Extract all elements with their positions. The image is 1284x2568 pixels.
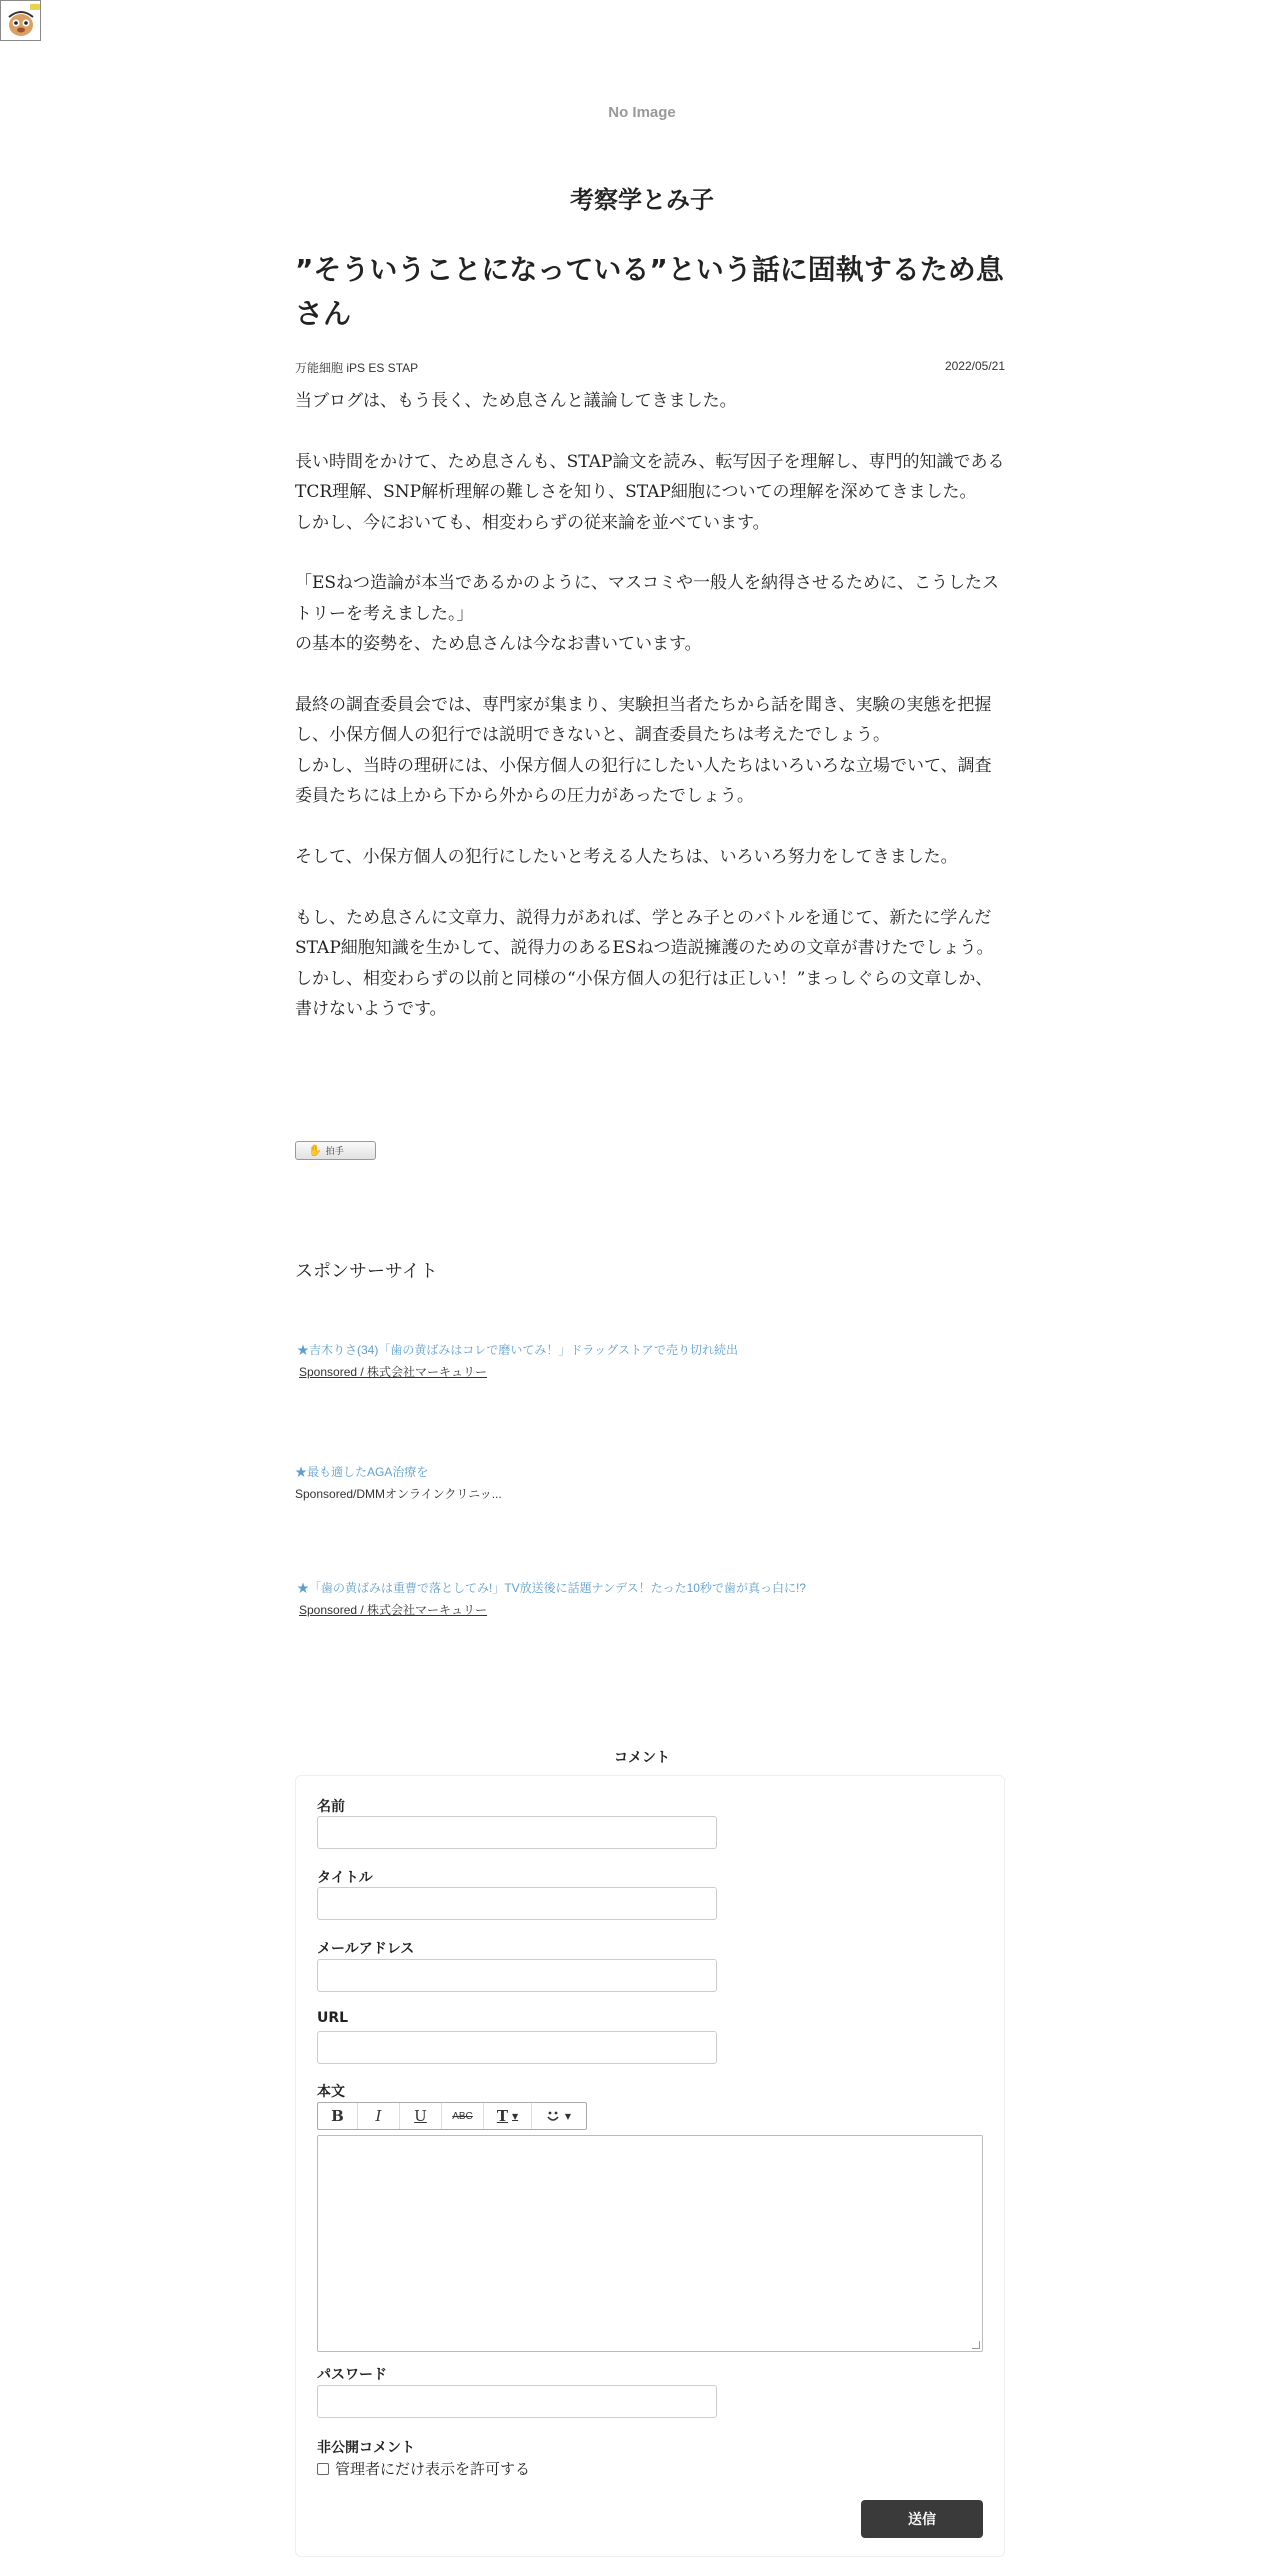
post-paragraph: しかし、当時の理研には、小保方個人の犯行にしたい人たちはいろいろな立場でいて、調査委員たちには上から下から外からの圧力があったでしょう。 <box>295 755 992 807</box>
header-no-image-text: No Image <box>608 104 676 121</box>
sponsor-ad-link[interactable]: ★最も適したAGA治療を <box>295 1465 429 1479</box>
underline-button[interactable]: U <box>400 2103 442 2129</box>
password-input[interactable] <box>317 2385 717 2418</box>
sponsor-ad-source: Sponsored/DMMオンラインクリニッ... <box>295 1487 502 1501</box>
post-paragraph: もし、ため息さんに文章力、説得力があれば、学とみ子とのバトルを通じて、新たに学んだSTAP細胞知識を生かして、説得力のあるESねつ造説擁護のための文章が書けたでしょう。 <box>295 907 994 959</box>
url-input[interactable] <box>317 2031 717 2064</box>
post-paragraph: の基本的姿勢を、ため息さんは今なお書いています。 <box>295 634 702 655</box>
chevron-down-icon: ▼ <box>512 2111 519 2121</box>
private-comment-checkbox-label[interactable]: 管理者にだけ表示を許可する <box>335 2460 531 2478</box>
url-label: URL <box>317 2010 349 2026</box>
sponsor-ad-link[interactable]: ★吉木りさ(34)「歯の黄ばみはコレで磨いてみ！」ドラッグストアで売り切れ続出 <box>297 1343 738 1357</box>
text-style-button[interactable] <box>484 2103 532 2129</box>
post-paragraph: しかし、相変わらずの以前と同様の“小保方個人の犯行は正しい！”まっしぐらの文章しか、書けないようです。 <box>295 968 993 1020</box>
clap-label: 拍手 <box>325 1147 344 1157</box>
title-input[interactable] <box>317 1887 717 1920</box>
bold-button[interactable]: B <box>318 2103 358 2129</box>
comment-body-textarea[interactable] <box>317 2135 983 2352</box>
post-categories[interactable]: 万能細胞 iPS ES STAP <box>295 361 419 375</box>
sponsor-ad-link[interactable]: ★「歯の黄ばみは重曹で落としてみ!」TV放送後に話題ナンデス！たった10秒で歯が真っ白に!? <box>297 1581 806 1595</box>
email-input[interactable] <box>317 1959 717 1992</box>
post-paragraph <box>295 416 1007 446</box>
emoji-button[interactable] <box>532 2103 584 2129</box>
sponsor-ad <box>297 1579 1017 1618</box>
submit-button[interactable]: 送信 <box>861 2500 983 2538</box>
resize-handle-icon[interactable] <box>972 2341 980 2349</box>
password-label: パスワード <box>317 2367 387 2383</box>
post-paragraph <box>295 538 1007 568</box>
comment-form <box>295 1775 1005 2557</box>
comment-heading: コメント <box>614 1750 670 1766</box>
post-paragraph: 「ESねつ造論が本当であるかのように、マスコミや一般人を納得させるために、こうしたストリーを考えました。」 <box>295 573 1000 624</box>
private-comment-label: 非公開コメント <box>317 2440 415 2456</box>
sponsor-ad-source[interactable]: Sponsored / 株式会社マーキュリー <box>299 1603 488 1617</box>
sponsor-ad-source[interactable]: Sponsored / 株式会社マーキュリー <box>299 1365 488 1379</box>
sponsor-ad <box>297 1341 1017 1380</box>
post-body <box>295 386 1007 1024</box>
post-paragraph: 最終の調査委員会では、専門家が集まり、実験担当者たちから話を聞き、実験の実態を把握し、小保方個人の犯行では説明できないと、調査委員たちは考えたでしょう。 <box>295 695 992 746</box>
blog-title[interactable]: 考察学とみ子 <box>570 186 714 214</box>
smiley-icon <box>545 2108 561 2124</box>
sponsor-ad <box>295 1463 1015 1502</box>
title-label: タイトル <box>317 1870 373 1886</box>
editor-toolbar <box>317 2102 587 2130</box>
chevron-down-icon: ▼ <box>564 2111 572 2121</box>
sponsor-heading: スポンサーサイト <box>295 1261 438 1282</box>
name-input[interactable] <box>317 1816 717 1849</box>
strikethrough-button[interactable]: ABC <box>442 2103 484 2129</box>
post-paragraph <box>295 872 1007 902</box>
private-comment-checkbox[interactable] <box>317 2463 329 2475</box>
private-comment-row <box>317 2458 530 2479</box>
post-date: 2022/05/21 <box>944 359 1005 373</box>
text-style-label: T <box>496 2107 508 2125</box>
clap-button[interactable] <box>295 1141 376 1160</box>
post-paragraph: 長い時間をかけて、ため息さんも、STAP論文を読み、転写因子を理解し、専門的知識であるTCR理解、SNP解析理解の難しさを知り、STAP細胞についての理解を深めてきました。 <box>295 451 1005 503</box>
name-label: 名前 <box>317 1799 345 1815</box>
body-label: 本文 <box>317 2084 345 2100</box>
mascot-icon <box>1 1 41 41</box>
clap-hand-icon: ✋ <box>308 1144 322 1157</box>
email-label: メールアドレス <box>317 1941 415 1957</box>
post-paragraph: しかし、今においても、相変わらずの従来論を並べています。 <box>295 512 770 533</box>
post-title[interactable]: ”そういうことになっている”という話に固執するため息さん <box>295 253 1004 330</box>
blog-mascot-image <box>0 0 41 41</box>
italic-button[interactable]: I <box>358 2103 400 2129</box>
post-paragraph: そして、小保方個人の犯行にしたいと考える人たちは、いろいろ努力をしてきました。 <box>295 847 958 868</box>
post-paragraph <box>295 660 1007 690</box>
post-paragraph: 当ブログは、もう長く、ため息さんと議論してきました。 <box>295 391 737 411</box>
post-paragraph <box>295 812 1007 842</box>
